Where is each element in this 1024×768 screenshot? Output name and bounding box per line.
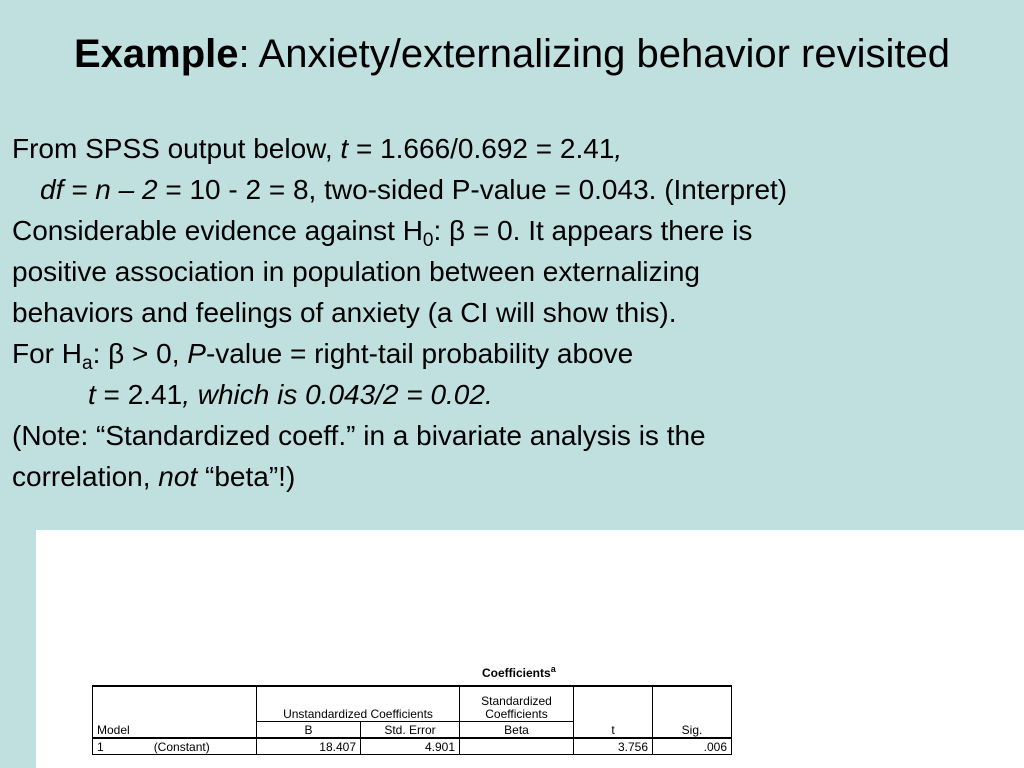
text: , which is 0.043/2 = 0.02. bbox=[182, 379, 493, 410]
t-symbol: t bbox=[88, 379, 96, 410]
table-title: Coefficients bbox=[482, 666, 551, 680]
text: = 10 - 2 = 8, two-sided P-value = 0.043. (Interpret) bbox=[157, 174, 788, 205]
paragraph-note bbox=[12, 415, 1012, 497]
text: From SPSS output below, bbox=[12, 133, 341, 164]
std-line2: Coefficients bbox=[485, 707, 548, 721]
subscript: a bbox=[82, 353, 93, 374]
se-cell: 4.901 bbox=[361, 738, 460, 755]
text: “beta”!) bbox=[197, 461, 296, 492]
b-header: B bbox=[257, 722, 361, 739]
line: behaviors and feelings of anxiety (a CI will show this). bbox=[12, 297, 677, 328]
text: = 2.41 bbox=[95, 379, 183, 410]
slide-body bbox=[12, 128, 1012, 497]
term: (Constant) bbox=[153, 740, 210, 754]
text: -value = right-tail probability above bbox=[205, 338, 634, 369]
subscript: 0 bbox=[422, 230, 434, 251]
df-symbol: df bbox=[40, 174, 64, 205]
table-row bbox=[93, 738, 732, 755]
coefficients-table bbox=[92, 685, 732, 755]
coefficients-title bbox=[482, 664, 556, 680]
n-symbol: n bbox=[95, 174, 111, 205]
text: For H bbox=[12, 338, 82, 369]
unstd-header: Unstandardized Coefficients bbox=[257, 686, 460, 722]
model-number: 1 bbox=[97, 740, 104, 754]
text: Considerable evidence against H bbox=[12, 215, 423, 246]
line: (Note: “Standardized coeff.” in a bivariate analysis is the bbox=[12, 420, 706, 451]
beta-header: Beta bbox=[460, 722, 574, 739]
sig-cell: .006 bbox=[653, 738, 732, 755]
paragraph-evidence bbox=[12, 210, 1012, 333]
spss-output-image bbox=[36, 530, 1024, 768]
text: – 2 bbox=[110, 174, 158, 205]
sig-header: Sig. bbox=[653, 686, 732, 738]
emphasis: not bbox=[158, 461, 198, 492]
slide-title bbox=[0, 30, 1024, 78]
title-rest: : Anxiety/externalizing behavior revisited bbox=[238, 32, 950, 76]
text: : β = 0. It appears there is bbox=[433, 215, 753, 246]
text: = bbox=[63, 174, 96, 205]
line bbox=[12, 456, 1012, 497]
title-bold: Example bbox=[73, 32, 239, 76]
std-header bbox=[460, 686, 574, 722]
text: correlation, bbox=[12, 461, 159, 492]
t-header: t bbox=[574, 686, 653, 738]
std-line1: Standardized bbox=[481, 694, 552, 708]
line: positive association in population between externalizing bbox=[12, 256, 700, 287]
beta-cell bbox=[460, 738, 574, 755]
t-cell: 3.756 bbox=[574, 738, 653, 755]
paragraph-t-statistic bbox=[12, 128, 1012, 169]
p-symbol: P bbox=[187, 338, 206, 369]
text: : β > 0, bbox=[92, 338, 188, 369]
table-header-row bbox=[93, 686, 732, 722]
se-header: Std. Error bbox=[361, 722, 460, 739]
b-cell: 18.407 bbox=[257, 738, 361, 755]
line bbox=[12, 210, 1012, 251]
paragraph-one-sided bbox=[12, 374, 1012, 415]
paragraph-alternative bbox=[12, 333, 1012, 374]
comma: , bbox=[614, 133, 623, 164]
t-symbol: t bbox=[340, 133, 349, 164]
model-cell bbox=[93, 738, 257, 755]
text: = 1.666/0.692 = 2.41 bbox=[348, 133, 615, 164]
model-header: Model bbox=[93, 686, 257, 738]
footnote-marker: a bbox=[550, 664, 556, 674]
paragraph-df bbox=[12, 169, 1012, 210]
